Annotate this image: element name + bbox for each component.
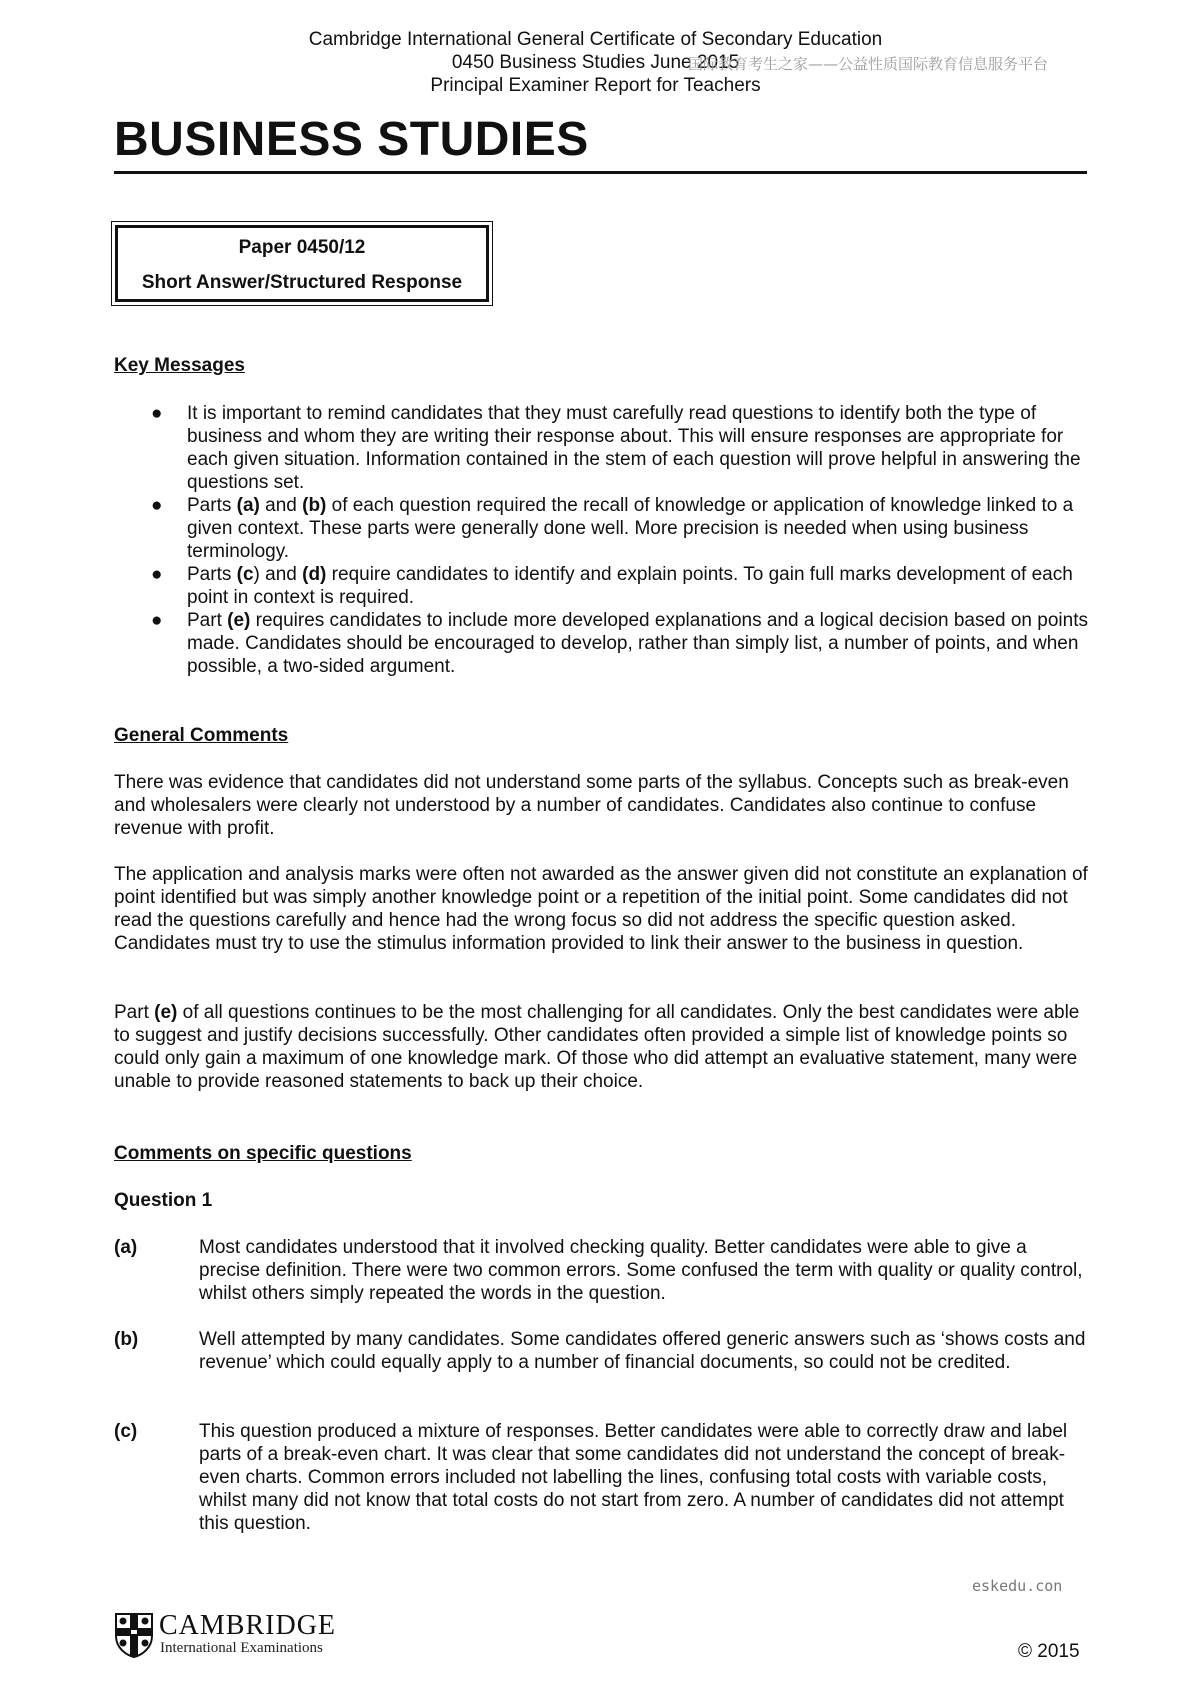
general-paragraph-3 (114, 1001, 1089, 1093)
question-part-c (114, 1420, 1089, 1535)
part-label: (c) (114, 1421, 138, 1442)
question-part-b (114, 1328, 1089, 1374)
question-1-heading: Question 1 (114, 1190, 213, 1211)
header-line-2: 0450 Business Studies June 2015 (451, 52, 740, 73)
copyright: © 2015 (1018, 1641, 1080, 1662)
crest-icon (114, 1612, 154, 1658)
header-line-1: Cambridge International General Certificate of Secondary Education (308, 29, 883, 50)
general-paragraph-2: The application and analysis marks were often not awarded as the answer given did not constitute an explanation of point identified but was simply another knowledge point or a repetition of the initial point. Some candidates did not read the questions carefully and hence had the wrong focus so did not address the specific question asked. Candidates must try to use the stimulus information provided to link their answer to the business in question. (114, 864, 1088, 954)
bullet-text-bold: (b) (302, 495, 327, 516)
bullet-text: ) and (253, 564, 303, 585)
key-message-item (114, 402, 1089, 494)
general-paragraph-1: There was evidence that candidates did not understand some parts of the syllabus. Concepts such as break-even and wholesalers were clearly not understood by a number of candidates. Candidates also continue to confuse revenue with profit. (114, 772, 1069, 839)
bullet-text: require candidates to identify and explain points. To gain full marks development of each point in context is required. (187, 564, 1073, 608)
bullet-text: Parts (187, 495, 237, 516)
bullet-text: Parts (187, 564, 237, 585)
bullet-text-bold: (e) (227, 610, 251, 631)
logo-subtitle: International Examinations (160, 1640, 323, 1656)
paper-box (111, 221, 493, 306)
bullet-icon: ● (151, 564, 163, 585)
bullet-text: It is important to remind candidates that they must carefully read questions to identify both the type of business and whom they are writing their response about. This will ensure responses are appropriate for each given situation. Information contained in the stem of each question will prove helpful in answering the questions set. (187, 403, 1081, 493)
general-comments-heading: General Comments (114, 725, 289, 746)
key-message-item (114, 563, 1089, 609)
key-message-item (114, 494, 1089, 563)
part-text: Most candidates understood that it involved checking quality. Better candidates were able to give a precise definition. There were two common errors. Some confused the term with quality or quality control, whilst others simply repeated the words in the question. (199, 1237, 1083, 1304)
bullet-text-bold: (c (236, 564, 254, 585)
page-title: BUSINESS STUDIES (114, 113, 589, 166)
title-rule (114, 171, 1087, 174)
header-line-3: Principal Examiner Report for Teachers (430, 75, 761, 96)
part-text: This question produced a mixture of responses. Better candidates were able to correctly draw and label parts of a break-even chart. It was clear that some candidates did not understand the concept of break-even charts. Common errors included not labelling the lines, confusing total costs with variable costs, whilst many did not know that total costs do not start from zero. A number of candidates did not attempt this question. (199, 1421, 1068, 1534)
question-part-a (114, 1236, 1089, 1305)
bullet-text-bold: (a) (236, 495, 260, 516)
logo-name: CAMBRIDGE (159, 1610, 337, 1641)
general-paragraph-3-end: of all questions continues to be the most challenging for all candidates. Only the best candidates were able to suggest and justify decisions successfully. Other candidates often provided a simple list of knowledge points so could only gain a maximum of one knowledge mark. Of those who did attempt an evaluative statement, many were unable to provide reasoned statements to back up their choice. (114, 1002, 1080, 1092)
key-message-item (114, 609, 1089, 678)
bullet-text-bold: (d) (302, 564, 327, 585)
specific-comments-heading: Comments on specific questions (114, 1143, 412, 1164)
paper-code: Paper 0450/12 (238, 237, 366, 258)
key-messages-list (114, 402, 1089, 678)
part-label: (a) (114, 1237, 138, 1258)
cambridge-logo (114, 1612, 374, 1658)
general-paragraph-3-bold: (e) (154, 1002, 178, 1023)
bullet-text: and (259, 495, 303, 516)
bullet-icon: ● (151, 610, 163, 631)
bullet-text: Part (187, 610, 228, 631)
watermark-text: 国际教育考生之家——公益性质国际教育信息服务平台 (688, 55, 1049, 73)
bullet-text: of each question required the recall of knowledge or application of knowledge linked to a given context. These parts were generally done well. More precision is needed when using business terminology. (187, 495, 1074, 562)
paper-name: Short Answer/Structured Response (141, 272, 463, 293)
site-watermark: eskedu.con (972, 1577, 1063, 1595)
part-label: (b) (114, 1329, 139, 1350)
part-text: Well attempted by many candidates. Some candidates offered generic answers such as ‘shows costs and revenue’ which could equally apply to a number of financial documents, so could not be credited. (199, 1329, 1086, 1373)
bullet-icon: ● (151, 403, 163, 424)
bullet-text: requires candidates to include more developed explanations and a logical decision based on points made. Candidates should be encouraged to develop, rather than simply list, a number of points, and when possible, a two-sided argument. (187, 610, 1088, 677)
bullet-icon: ● (151, 495, 163, 516)
general-paragraph-3-start: Part (114, 1002, 155, 1023)
key-messages-heading: Key Messages (114, 355, 245, 376)
